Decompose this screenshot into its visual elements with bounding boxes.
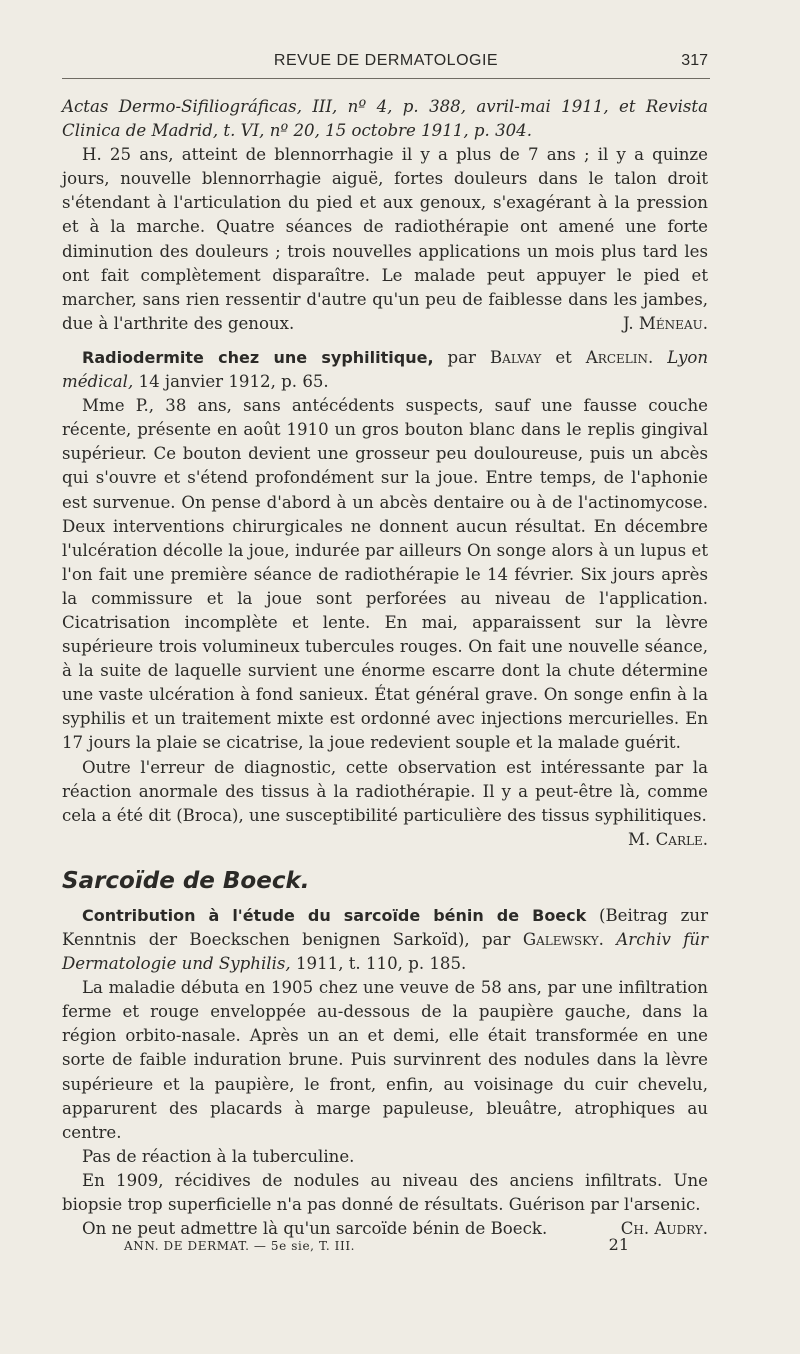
- article2-journal: Lyon médical,: [62, 347, 709, 392]
- article2-paragraph2: [62, 756, 708, 852]
- page-footer: [124, 1235, 629, 1257]
- article3-title: Contribution à l'étude du sarcoïde bénin de Boeck: [82, 905, 587, 925]
- page-body: [62, 95, 708, 1241]
- article3-source: 1911, t. 110, p. 185.: [295, 954, 467, 974]
- article2-author1: Balvay: [489, 347, 542, 367]
- article2-by: par: [447, 347, 476, 367]
- footer-journal-ref: ANN. DE DERMAT. — 5e sie, T. III.: [124, 1239, 356, 1253]
- article2-source: 14 janvier 1912, p. 65.: [138, 372, 329, 392]
- article1-paragraph: [62, 143, 708, 336]
- article3-text4: On ne peut admettre là qu'un sarcoïde bénin de Boeck.: [82, 1219, 548, 1239]
- page-header: [62, 48, 710, 79]
- article3-author: Galewsky.: [522, 930, 604, 949]
- page-number: 317: [681, 52, 708, 69]
- article3-paragraph2: Pas de réaction à la tuberculine.: [82, 1146, 355, 1166]
- article1-signature: J. Méneau.: [623, 313, 708, 333]
- article2-author2: Arcelin.: [585, 347, 654, 367]
- running-head: REVUE DE DERMATOLOGIE: [273, 52, 499, 69]
- article3-journal: Archiv für Dermatologie und Syphilis,: [62, 930, 709, 974]
- article1-text: H. 25 ans, atteint de blennorrhagie il y a plus de 7 ans ; il y a quinze jours, nouvelle blennorrhagie aiguë, fortes douleurs dans le talon droit s'étendant à l'articulation du pied et aux genoux, s'exagérant à la pression et à la marche. Quatre séances de radiothérapie ont amené une forte diminution des douleurs ; trois nouvelles applications un mois plus tard les ont fait complètement disparaître. Le malade peut appuyer le pied et marcher, sans rien ressentir d'autre qu'un peu de faiblesse dans les jambes, due à l'arthrite des genoux.: [62, 145, 708, 333]
- article2-signature: M. Carle.: [628, 829, 708, 849]
- article3-source-text: (Beitrag zur Kenntnis der Boeckschen benignen Sarkoïd), par: [62, 905, 708, 949]
- article3-paragraph1: La maladie débuta en 1905 chez une veuve de 58 ans, par une infiltration ferme et rouge enveloppée au-dessous de la paupière gauche, dans la région orbito-nasale. Après un an et demi, elle était transformée en une sorte de faible induration brune. Puis survinrent des nodules dans la lèvre supérieure et la paupière, le front, enfin, au voisinage du cuir chevelu, apparurent des placards à marge papuleuse, bleuâtre, atrophiques au centre.: [62, 978, 708, 1142]
- article2-title: Radiodermite chez une syphilitique,: [82, 347, 434, 367]
- article3-heading: [62, 904, 708, 976]
- section-heading: Sarcoïde de Boeck.: [62, 867, 310, 894]
- article2-heading: [62, 346, 708, 394]
- article3-signature: Ch. Audry.: [620, 1219, 708, 1239]
- article2-text2: Outre l'erreur de diagnostic, cette observation est intéressante par la réaction anormale des tissus à la radiothérapie. Il y a peut-être là, comme cela a été dit (Broca), une susceptibilité particulière des tissus syphilitiques.: [62, 757, 708, 825]
- article1-citation: Actas Dermo-Sifiliográficas, III, nº 4, p. 388, avril-mai 1911, et Revista Clinica de Madrid, t. VI, nº 20, 15 octobre 1911, p. 304.: [62, 97, 708, 141]
- article2-and: et: [555, 347, 572, 367]
- article3-paragraph3: En 1909, récidives de nodules au niveau des anciens infiltrats. Une biopsie trop superficielle n'a pas donné de résultats. Guérison par l'arsenic.: [62, 1170, 708, 1215]
- article2-paragraph1: Mme P., 38 ans, sans antécédents suspects, sauf une fausse couche récente, présente en août 1910 un gros bouton blanc dans le replis gingival supérieur. Ce bouton devient une grosseur peu douloureuse, puis un abcès qui s'ouvre et s'étend profondément sur la joue. Entre temps, de l'aphonie est survenue. On pense d'abord à un abcès dentaire ou à de l'actinomycose. Deux interventions chirurgicales ne donnent aucun résultat. En décembre l'ulcération décolle la joue, indurée par ailleurs On songe alors à un lupus et l'on fait une première séance de radiothérapie le 14 février. Six jours après la commissure et la joue sont perforées au niveau de l'application. Cicatrisation incomplète et lente. En mai, apparaissent sur la lèvre supérieure trois volumineux tubercules rouges. On fait une nouvelle séance, à la suite de laquelle survient une énorme escarre dont la chute détermine une vaste ulcération à fond sanieux. État général grave. On songe enfin à la syphilis et un traitement mixte est ordonné avec injections mercurielles. En 17 jours la plaie se cicatrise, la joue redevient souple et la malade guérit.: [62, 396, 708, 753]
- footer-signature-number: 21: [608, 1235, 629, 1254]
